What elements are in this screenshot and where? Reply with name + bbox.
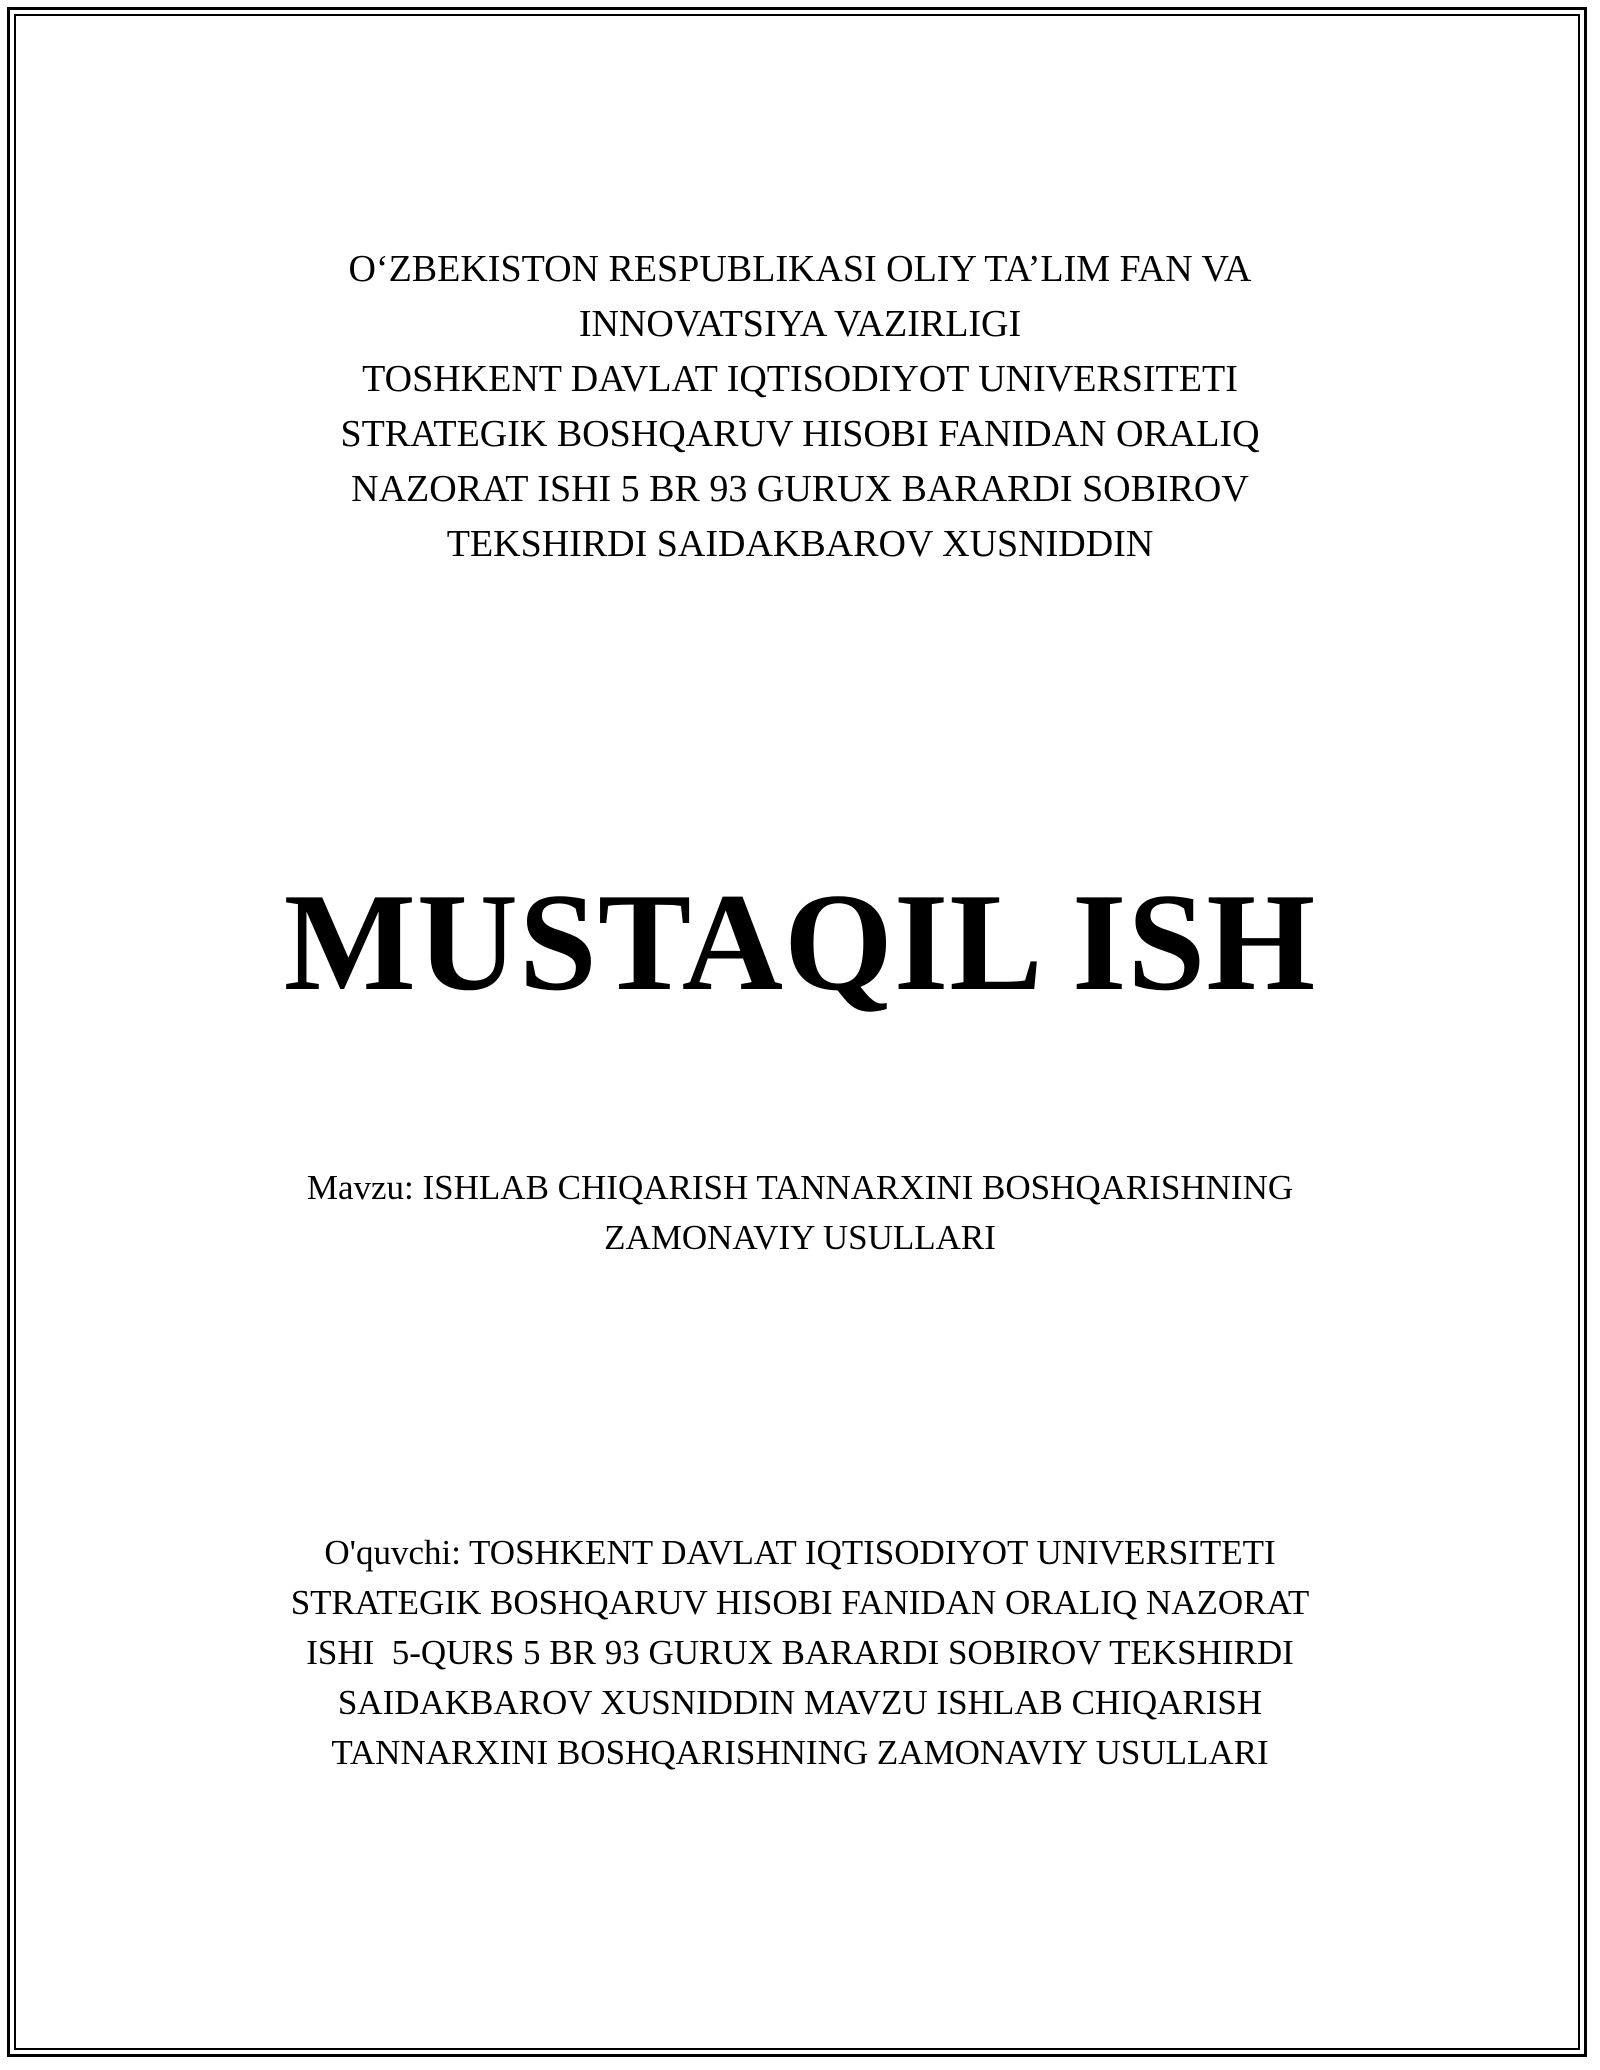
header-line: O‘ZBEKISTON RESPUBLIKASI OLIY TA’LIM FAN VA [348, 248, 1252, 290]
topic-line: Mavzu: ISHLAB CHIQARISH TANNARXINI BOSHQARISHNING [306, 1168, 1294, 1207]
student-block [0, 1528, 1600, 1778]
topic-line: ZAMONAVIY USULLARI [604, 1218, 996, 1257]
header-block [0, 242, 1600, 572]
header-line: STRATEGIK BOSHQARUV HISOBI FANIDAN ORALIQ [340, 413, 1260, 455]
document-title: MUSTAQIL ISH [283, 865, 1317, 1020]
student-line: O'quvchi: TOSHKENT DAVLAT IQTISODIYOT UNIVERSITETI [324, 1533, 1276, 1572]
header-line: TEKSHIRDI SAIDAKBAROV XUSNIDDIN [446, 523, 1154, 565]
topic-block [0, 1163, 1600, 1263]
student-line: STRATEGIK BOSHQARUV HISOBI FANIDAN ORALIQ NAZORAT [290, 1583, 1310, 1622]
header-line: TOSHKENT DAVLAT IQTISODIYOT UNIVERSITETI [362, 358, 1238, 400]
header-line: INNOVATSIYA VAZIRLIGI [578, 303, 1022, 345]
header-line: NAZORAT ISHI 5 BR 93 GURUX BARARDI SOBIROV [351, 468, 1249, 510]
student-line: SAIDAKBAROV XUSNIDDIN MAVZU ISHLAB CHIQARISH [337, 1683, 1263, 1722]
student-line: TANNARXINI BOSHQARISHNING ZAMONAVIY USULLARI [331, 1733, 1269, 1772]
student-line: ISHI 5-QURS 5 BR 93 GURUX BARARDI SOBIROV TEKSHIRDI [306, 1633, 1294, 1672]
